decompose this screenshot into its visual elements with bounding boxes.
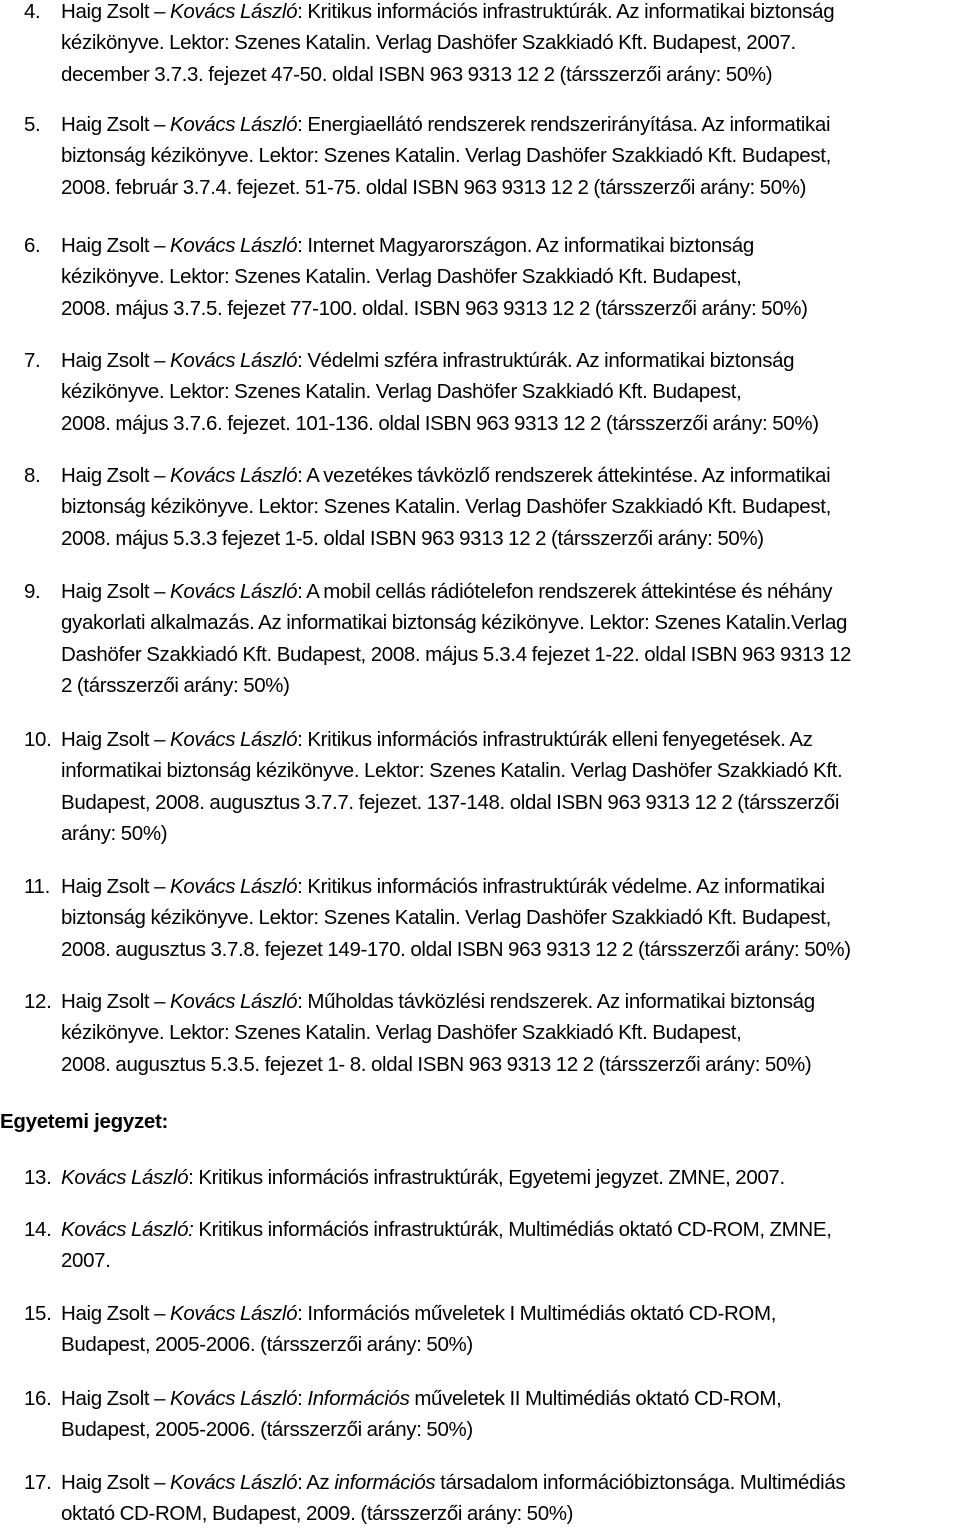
text-segment: arány: 50%) [61, 821, 168, 845]
text-segment: : Energiaellátó rendszerek rendszerirányítása. Az informatikai [297, 113, 831, 136]
text-line [61, 1467, 960, 1498]
author-name-italic: Kovács László [170, 1302, 298, 1325]
text-segment: : A mobil cellás rádiótelefon rendszerek áttekintése és néhány [297, 580, 833, 603]
text-segment: Budapest, 2005-2006. (társszerzői arány: 50%) [61, 1418, 473, 1442]
author-name-italic: Kovács László [170, 1471, 298, 1494]
text-line [61, 986, 960, 1017]
text-segment: : Műholdas távközlési rendszerek. Az informatikai biztonság [297, 990, 815, 1013]
text-segment: : Információs műveletek I Multimédiás oktató CD-ROM, [297, 1302, 777, 1325]
text-line [61, 109, 960, 140]
author-name-italic: Kovács László [170, 1387, 298, 1410]
reference-entry [24, 1467, 960, 1530]
author-name-italic: Kovács László: [61, 1218, 194, 1241]
text-line [61, 0, 960, 27]
text-segment: : Kritikus információs infrastruktúrák elleni fenyegetések. Az [297, 728, 813, 751]
text-segment: 2008. február 3.7.4. fejezet. 51-75. oldal ISBN 963 9313 12 2 (társszerzői arány: 50%) [61, 175, 807, 199]
author-name-italic: információs [334, 1471, 436, 1494]
text-line [61, 172, 960, 203]
text-segment: Haig Zsolt – [61, 1387, 171, 1410]
text-line [61, 27, 960, 58]
reference-entry [24, 230, 960, 324]
text-segment: műveletek II Multimédiás oktató CD-ROM, [409, 1387, 782, 1410]
text-line [61, 787, 960, 818]
reference-entry [24, 0, 960, 90]
text-segment: Budapest, 2005-2006. (társszerzői arány: 50%) [61, 1333, 473, 1357]
entry-number: 15. [24, 1302, 52, 1325]
reference-entry [24, 871, 960, 965]
text-segment: : Védelmi szféra infrastruktúrák. Az informatikai biztonság [297, 349, 795, 372]
text-segment: 2008. augusztus 5.3.5. fejezet 1- 8. oldal ISBN 963 9313 12 2 (társszerzői arány: 50%) [61, 1052, 812, 1076]
entry-text [61, 1214, 960, 1277]
text-line [61, 871, 960, 902]
text-segment: Haig Zsolt – [61, 0, 171, 23]
text-segment: gyakorlati alkalmazás. Az informatikai biztonság kézikönyve. Lektor: Szenes Katalin.Verlag [61, 611, 848, 635]
text-line [61, 755, 960, 786]
entry-text [61, 986, 960, 1080]
text-segment: kézikönyve. Lektor: Szenes Katalin. Verlag Dashöfer Szakkiadó Kft. Budapest, [61, 265, 742, 289]
text-segment: kézikönyve. Lektor: Szenes Katalin. Verlag Dashöfer Szakkiadó Kft. Budapest, [61, 1021, 742, 1045]
entry-number: 12. [24, 990, 52, 1013]
entry-number: 13. [24, 1166, 52, 1189]
text-line [61, 1162, 960, 1193]
text-segment: 2008. május 3.7.5. fejezet 77-100. oldal. ISBN 963 9313 12 2 (társszerzői arány: 50%) [61, 296, 808, 320]
text-segment: 2008. május 3.7.6. fejezet. 101-136. oldal ISBN 963 9313 12 2 (társszerzői arány: 50%) [61, 411, 819, 435]
author-name-italic: Kovács László [170, 990, 298, 1013]
text-segment: informatikai biztonság kézikönyve. Lektor: Szenes Katalin. Verlag Dashöfer Szakkiadó Kft. [61, 759, 843, 783]
text-line [61, 140, 960, 171]
entry-number: 11. [24, 875, 50, 898]
text-segment: Dashöfer Szakkiadó Kft. Budapest, 2008. május 5.3.4 fejezet 1-22. oldal ISBN 963 9313 12 [61, 642, 852, 666]
reference-entry [24, 1162, 960, 1193]
author-name-italic: Kovács László [170, 875, 298, 898]
text-line [61, 523, 960, 554]
reference-entry [24, 460, 960, 554]
text-segment: Haig Zsolt – [61, 1302, 171, 1325]
entry-text [61, 109, 960, 203]
text-line [61, 230, 960, 261]
text-line [61, 408, 960, 439]
text-line [61, 607, 960, 638]
reference-entry [24, 1298, 960, 1361]
reference-entry [24, 1214, 960, 1277]
author-name-italic: Kovács László [170, 113, 298, 136]
text-segment: biztonság kézikönyve. Lektor: Szenes Katalin. Verlag Dashöfer Szakkiadó Kft. Budapest, [61, 144, 831, 168]
text-line [61, 59, 960, 90]
entry-text [61, 1298, 960, 1361]
text-segment: társadalom információbiztonsága. Multimédiás [435, 1471, 846, 1494]
text-line [61, 491, 960, 522]
text-segment: biztonság kézikönyve. Lektor: Szenes Katalin. Verlag Dashöfer Szakkiadó Kft. Budapest, [61, 906, 831, 930]
entry-number: 5. [24, 113, 41, 136]
text-segment: : A vezetékes távközlő rendszerek áttekintése. Az informatikai [297, 464, 831, 487]
entry-number: 16. [24, 1387, 52, 1410]
entry-text [61, 1467, 960, 1530]
entry-text [61, 460, 960, 554]
text-line [61, 1383, 960, 1414]
text-line [61, 261, 960, 292]
entry-text [61, 724, 960, 849]
text-segment: Haig Zsolt – [61, 580, 171, 603]
text-segment: : Kritikus információs infrastruktúrák, Egyetemi jegyzet. ZMNE, 2007. [188, 1166, 785, 1189]
entry-text [61, 345, 960, 439]
text-segment: kézikönyve. Lektor: Szenes Katalin. Verlag Dashöfer Szakkiadó Kft. Budapest, [61, 380, 742, 404]
text-line [61, 293, 960, 324]
entry-number: 9. [24, 580, 41, 603]
entry-number: 6. [24, 234, 41, 257]
reference-entry [24, 986, 960, 1080]
reference-entry [24, 1383, 960, 1446]
entry-number: 10. [24, 728, 52, 751]
text-segment: kézikönyve. Lektor: Szenes Katalin. Verlag Dashöfer Szakkiadó Kft. Budapest, 2007. [61, 31, 796, 55]
text-line [61, 724, 960, 755]
text-line [61, 376, 960, 407]
text-segment: Haig Zsolt – [61, 875, 171, 898]
text-segment: biztonság kézikönyve. Lektor: Szenes Katalin. Verlag Dashöfer Szakkiadó Kft. Budapest, [61, 495, 831, 519]
reference-entry [24, 345, 960, 439]
text-segment: december 3.7.3. fejezet 47-50. oldal ISBN 963 9313 12 2 (társszerzői arány: 50%) [61, 62, 773, 86]
text-segment: Haig Zsolt – [61, 464, 171, 487]
text-line [61, 934, 960, 965]
reference-entry [24, 724, 960, 849]
text-line [61, 460, 960, 491]
text-line [61, 818, 960, 849]
text-line [61, 1245, 960, 1276]
entry-text [61, 1162, 960, 1193]
text-segment: : Kritikus információs infrastruktúrák védelme. Az informatikai [297, 875, 825, 898]
text-segment: : [297, 1387, 308, 1410]
text-segment: 2007. [61, 1249, 111, 1273]
entry-number: 8. [24, 464, 41, 487]
entry-number: 14. [24, 1218, 52, 1241]
text-line [61, 1298, 960, 1329]
text-line [61, 1329, 960, 1360]
entry-text [61, 871, 960, 965]
text-segment: 2 (társszerzői arány: 50%) [61, 673, 290, 697]
text-line [61, 576, 960, 607]
author-name-italic: Kovács László [170, 234, 298, 257]
reference-entry [24, 576, 960, 701]
text-line [61, 670, 960, 701]
entry-number: 4. [24, 0, 41, 23]
text-segment: 2008. május 5.3.3 fejezet 1-5. oldal ISBN 963 9313 12 2 (társszerzői arány: 50%) [61, 526, 764, 550]
entry-text [61, 0, 960, 90]
text-segment: 2008. augusztus 3.7.8. fejezet 149-170. oldal ISBN 963 9313 12 2 (társszerzői arány: 50%) [61, 937, 851, 961]
author-name-italic: Kovács László [170, 580, 298, 603]
text-line [61, 1214, 960, 1245]
author-name-italic: Kovács László [170, 728, 298, 751]
text-line [61, 639, 960, 670]
author-name-italic: Kovács László [61, 1166, 189, 1189]
author-name-italic: Kovács László [170, 0, 298, 23]
author-name-italic: Információs [307, 1387, 410, 1410]
text-line [61, 1017, 960, 1048]
text-segment: : Kritikus információs infrastruktúrák. Az informatikai biztonság [297, 0, 835, 23]
text-segment: Haig Zsolt – [61, 728, 171, 751]
author-name-italic: Kovács László [170, 349, 298, 372]
reference-entry [24, 109, 960, 203]
text-segment: Haig Zsolt – [61, 990, 171, 1013]
author-name-italic: Kovács László [170, 464, 298, 487]
text-segment: Kritikus információs infrastruktúrák, Multimédiás oktató CD-ROM, ZMNE, [193, 1218, 832, 1241]
text-line [61, 345, 960, 376]
entry-number: 17. [24, 1471, 52, 1494]
section-heading: Egyetemi jegyzet: [0, 1110, 169, 1133]
text-line [61, 1498, 960, 1529]
text-segment: Haig Zsolt – [61, 1471, 171, 1494]
text-line [61, 902, 960, 933]
text-segment: Haig Zsolt – [61, 234, 171, 257]
entry-text [61, 1383, 960, 1446]
text-segment: Budapest, 2008. augusztus 3.7.7. fejezet. 137-148. oldal ISBN 963 9313 12 2 (társszerzői [61, 790, 840, 814]
text-line [61, 1414, 960, 1445]
entry-text [61, 230, 960, 324]
text-line [61, 1049, 960, 1080]
text-segment: Haig Zsolt – [61, 113, 171, 136]
text-segment: Haig Zsolt – [61, 349, 171, 372]
entry-text [61, 576, 960, 701]
text-segment: oktató CD-ROM, Budapest, 2009. (társszerzői arány: 50%) [61, 1502, 574, 1526]
text-segment: : Internet Magyarországon. Az informatikai biztonság [297, 234, 754, 257]
text-segment: : Az [297, 1471, 335, 1494]
entry-number: 7. [24, 349, 41, 372]
